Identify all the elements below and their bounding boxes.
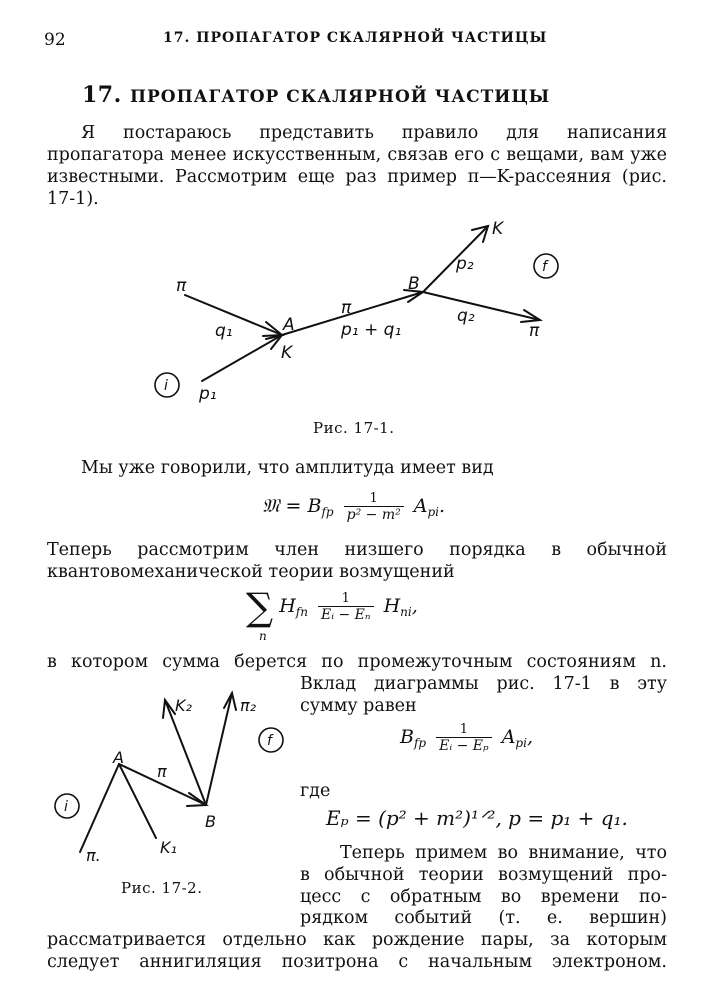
fig1-kaon-in-line [202, 335, 282, 381]
sum-den: Eᵢ − Eₙ [320, 607, 371, 623]
fig2-kaon2-line [165, 700, 206, 805]
fig1-label-B: B [408, 274, 420, 294]
fig1-pion-out-arrow [521, 310, 540, 322]
sum-over-paragraph: в котором сумма берется по промежуточным состояниям n. [47, 652, 667, 672]
fig2-label-i: i [64, 799, 68, 815]
lowest-order-line1: Теперь рассмотрим член низшего порядка в обычной [47, 540, 667, 560]
amplitude-paragraph: Мы уже говорили, что амплитуда имеет вид [81, 458, 494, 478]
contrib-rhs-sub: pi [515, 736, 527, 750]
fig1-label-p2: p₂ [456, 254, 474, 274]
contrib-lhs-sub: fp [413, 736, 427, 750]
fig2-final-circle [259, 728, 283, 752]
section-title [82, 82, 550, 108]
contrib-rhs: A [501, 726, 516, 748]
page-number: 92 [44, 30, 66, 50]
contrib-den: Eᵢ − Eₚ [439, 738, 489, 754]
equation-amplitude: 𝔐 = $B_{fp}$ $\frac{1}{\text{p² − m²}}$ $A_{pi}$. [262, 491, 446, 523]
fig2-label-f: f [267, 733, 272, 749]
section-title-text: ПРОПАГАТОР СКАЛЯРНОЙ ЧАСТИЦЫ [129, 87, 551, 107]
fig1-label-pi-mid: π [341, 298, 352, 318]
fig2-pion2-line [206, 693, 232, 805]
sum-num: 1 [318, 591, 374, 607]
fig1-label-q1: q₁ [215, 321, 233, 341]
now-line4: рядком событий (т. е. вершин) [300, 908, 667, 928]
fig1-label-p1q1: p₁ + q₁ [341, 320, 402, 340]
sum-h1-sub: fn [295, 605, 308, 619]
fig1-pion-mid-arrow [404, 290, 423, 302]
fig1-pion-in-line [185, 295, 282, 335]
fig1-label-q2: q₂ [457, 306, 475, 326]
contribution-line1: Вклад диаграммы рис. 17-1 в эту [300, 674, 667, 694]
fig2-label-K2: K₂ [175, 696, 192, 715]
running-head: 17. ПРОПАГАТОР СКАЛЯРНОЙ ЧАСТИЦЫ [163, 30, 548, 46]
fig2-kaon1-line [119, 764, 156, 838]
fig2-pion2-arrow [224, 693, 236, 710]
final-line1: рассматривается отдельно как рождение пары, за которым [47, 930, 667, 950]
sum-index: n [259, 629, 267, 643]
fig2-label-pi-mid: π [157, 762, 167, 781]
equation-sum: ∑ n $H_{fn}$ $\frac{1}{\text{Eᵢ − Eₙ}}$ $H_{ni}$, [246, 585, 418, 643]
fig1-kaon-out-arrow [472, 226, 488, 242]
fig1-pion-in-arrow [263, 322, 282, 336]
fig2-label-K1: K₁ [160, 838, 177, 857]
figure-17-1-caption: Рис. 17-1. [313, 419, 395, 437]
equation-contribution: $B_{fp}$ $\frac{1}{\text{Eᵢ − Eₚ}}$ $A_{pi}$, [400, 722, 533, 754]
intro-paragraph: Я постараюсь представить правило для написания пропагатора менее искусственным, связав его с вещами, вам уже известными. Рассмотрим еще раз пример π—K-рассеяния (рис. 17-1). [47, 123, 667, 209]
fig1-label-pi-in: π [176, 276, 187, 296]
fig2-pion-mid-arrow [187, 793, 206, 806]
sum-fraction [318, 591, 374, 623]
amp-rhs: A [413, 495, 428, 517]
fig2-label-A: A [113, 748, 124, 767]
fig2-initial-circle [55, 794, 79, 818]
amp-lhs-sub: fp [321, 505, 334, 519]
fig1-label-pi-out: π [529, 321, 540, 341]
sum-h1: H [279, 595, 296, 617]
contrib-fraction [436, 722, 492, 754]
lowest-order-line2: квантовомеханической теории возмущений [47, 562, 455, 582]
now-line1: Теперь примем во внимание, что [340, 843, 667, 863]
fig1-initial-circle [155, 373, 179, 397]
fig1-label-K-out: K [492, 219, 504, 239]
amp-rhs-sub: pi [427, 505, 440, 519]
amp-lhs: 𝔐 = B [262, 495, 322, 517]
amp-den: p² − m² [346, 507, 401, 523]
fig1-final-circle [534, 254, 558, 278]
now-line3: цесс с обратным во времени по- [300, 887, 667, 907]
fig1-label-K-in: K [281, 343, 293, 363]
amp-num: 1 [344, 491, 404, 507]
fig1-pion-out-line [423, 292, 540, 320]
fig2-label-B: B [205, 812, 216, 831]
fig2-pion-mid-line [119, 764, 206, 805]
fig1-label-p1: p₁ [199, 384, 217, 404]
fig1-pion-mid-line [282, 292, 423, 335]
fig1-kaon-out-line [423, 226, 488, 292]
fig1-label-A: A [283, 315, 295, 335]
fig1-label-f: f [542, 259, 547, 275]
where-text: где [300, 781, 331, 801]
amp-fraction [344, 491, 404, 523]
fig2-pion-in-line [80, 764, 119, 852]
fig1-label-i: i [164, 378, 168, 394]
sum-h2-sub: ni [400, 605, 412, 619]
fig2-kaon2-arrow [163, 700, 175, 718]
section-number: 17. [82, 82, 122, 108]
sum-sign: ∑ n [246, 585, 274, 643]
contrib-num: 1 [436, 722, 492, 738]
contrib-lhs: B [400, 726, 414, 748]
fig1-kaon-in-arrow [266, 335, 282, 349]
fig2-label-pi2: π₂ [240, 696, 257, 715]
sum-h2: H [383, 595, 401, 617]
fig2-label-pi-in: π. [86, 846, 101, 865]
now-line2: в обычной теории возмущений про- [300, 865, 667, 885]
final-line2: следует аннигиляция позитрона с начальным электроном. [47, 952, 667, 972]
figure-17-2-caption: Рис. 17-2. [121, 879, 203, 897]
equation-energy: Eₚ = (p² + m²)¹ᐟ², p = p₁ + q₁. [326, 806, 628, 830]
contribution-line2: сумму равен [300, 696, 417, 716]
